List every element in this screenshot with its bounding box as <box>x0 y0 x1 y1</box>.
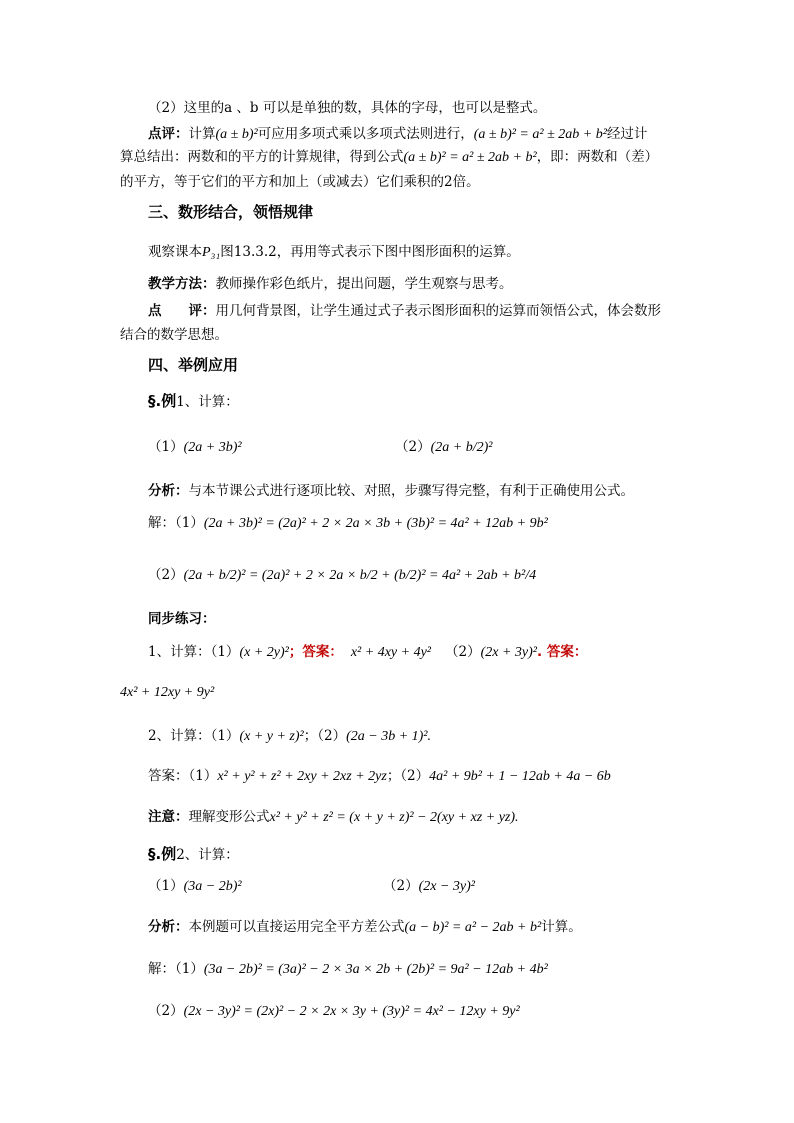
example-1-solution-2: （2）(2a + b/2)² = (2a)² + 2 × 2a × b/2 + (b/2)² = 4a² + 2ab + b²/4 <box>148 567 537 583</box>
formula: (a ± b)² = a² ± 2ab + b² <box>473 127 607 142</box>
formula: (2a − 3b + 1)². <box>346 729 431 744</box>
formula: 4a² + 9b² + 1 − 12ab + 4a − 6b <box>429 769 611 784</box>
analysis-label: 分析： <box>148 483 189 499</box>
formula: 4x² + 12xy + 9y² <box>120 685 215 700</box>
practice-question-1: 1、计算：（1）(x + 2y)²；答案： x² + 4xy + 4y² （2）(2x + 3y)². 答案： <box>148 644 588 660</box>
example-1-title: §.例1、计算： <box>148 392 239 410</box>
comment-label: 点 评： <box>148 303 216 319</box>
answer-label: . 答案： <box>537 644 588 660</box>
example-2-question-1: （1）(3a − 2b)² <box>148 878 242 894</box>
practice-question-1-answer-2 <box>120 683 214 702</box>
section-heading-4: 四、举例应用 <box>148 356 239 374</box>
practice-note: 注意：理解变形公式x² + y² + z² = (x + y + z)² − 2(xy + xz + yz). <box>148 809 519 825</box>
paragraph-observe: 观察课本P₃₁图13.3.2，再用等式表示下图中图形面积的运算。 <box>148 244 520 260</box>
formula: (3a − 2b)² <box>183 879 242 894</box>
formula: x² + y² + z² = (x + y + z)² − 2(xy + xz + yz). <box>269 810 519 825</box>
formula: (2a + 3b)² = (2a)² + 2 × 2a × 3b + (3b)² = 4a² + 12ab + 9b² <box>203 516 548 531</box>
practice-title: 同步练习： <box>148 611 216 627</box>
example-2-analysis: 分析：本例题可以直接运用完全平方差公式(a − b)² = a² − 2ab + b²计算。 <box>148 919 582 935</box>
formula: (a ± b)² <box>215 127 258 142</box>
analysis-label: 分析： <box>148 919 189 935</box>
teaching-method: 教学方法：教师操作彩色纸片，提出问题，学生观察与思考。 <box>148 276 513 292</box>
formula: (2a + b/2)² = (2a)² + 2 × 2a × b/2 + (b/2)² = 4a² + 2ab + b²/4 <box>183 568 537 583</box>
formula: (x + 2y)² <box>239 645 289 660</box>
formula: (2a + 3b)² <box>183 440 242 455</box>
example-2-solution-1: 解：（1）(3a − 2b)² = (3a)² − 2 × 3a × 2b + (2b)² = 9a² − 12ab + 4b² <box>148 961 548 977</box>
comment-label: 点评： <box>148 126 189 142</box>
formula: (2x + 3y)² <box>480 645 537 660</box>
formula: (a ± b)² = a² ± 2ab + b² <box>403 150 537 165</box>
method-label: 教学方法： <box>148 276 216 292</box>
formula: (2x − 3y)² = (2x)² − 2 × 2x × 3y + (3y)² = 4x² − 12xy + 9y² <box>183 1004 520 1019</box>
example-1-analysis: 分析：与本节课公式进行逐项比较、对照，步骤写得完整，有利于正确使用公式。 <box>148 483 634 499</box>
comment-paragraph-2-line1: 点 评：用几何背景图，让学生通过式子表示图形面积的运算而领悟公式，体会数形 <box>148 303 661 319</box>
example-2-title: §.例2、计算： <box>148 845 239 863</box>
example-1-solution-1: 解：（1）(2a + 3b)² = (2a)² + 2 × 2a × 3b + (3b)² = 4a² + 12ab + 9b² <box>148 515 548 531</box>
comment-paragraph-line2: 算总结出：两数和的平方的计算规律，得到公式(a ± b)² = a² ± 2ab + b²，即：两数和（差） <box>120 149 659 165</box>
comment-paragraph-line3: 的平方，等于它们的平方和加上（或减去）它们乘积的2倍。 <box>120 174 480 190</box>
answer-label: ；答案： <box>288 644 343 660</box>
practice-question-2: 2、计算：（1）(x + y + z)²；（2）(2a − 3b + 1)². <box>148 728 431 744</box>
formula: (2a + b/2)² <box>430 440 493 455</box>
formula: (x + y + z)² <box>239 729 304 744</box>
example-2-question-2: （2）(2x − 3y)² <box>383 878 475 894</box>
comment-paragraph-line1: 点评：计算(a ± b)²可应用多项式乘以多项式法则进行，(a ± b)² = a² ± 2ab + b²经过计 <box>148 126 648 142</box>
example-2-solution-2: （2）(2x − 3y)² = (2x)² − 2 × 2x × 3y + (3y)² = 4x² − 12xy + 9y² <box>148 1003 520 1019</box>
example-1-question-2: （2）(2a + b/2)² <box>395 439 493 455</box>
formula: x² + y² + z² + 2xy + 2xz + 2yz <box>217 769 387 784</box>
note-label: 注意： <box>148 809 189 825</box>
formula: x² + 4xy + 4y² <box>350 645 431 660</box>
comment-paragraph-2-line2: 结合的数学思想。 <box>120 327 228 343</box>
section-heading-3: 三、数形结合，领悟规律 <box>148 203 314 221</box>
practice-answers: 答案：（1）x² + y² + z² + 2xy + 2xz + 2yz；（2）4a² + 9b² + 1 − 12ab + 4a − 6b <box>148 768 611 784</box>
formula: (a − b)² = a² − 2ab + b² <box>404 920 542 935</box>
example-1-question-1: （1）(2a + 3b)² <box>148 439 242 455</box>
paragraph-note-2: （2）这里的a 、b 可以是单独的数，具体的字母，也可以是整式。 <box>148 100 547 116</box>
formula: (2x − 3y)² <box>418 879 475 894</box>
page-ref: P₃₁ <box>202 245 221 260</box>
formula: (3a − 2b)² = (3a)² − 2 × 3a × 2b + (2b)² = 9a² − 12ab + 4b² <box>203 962 548 977</box>
